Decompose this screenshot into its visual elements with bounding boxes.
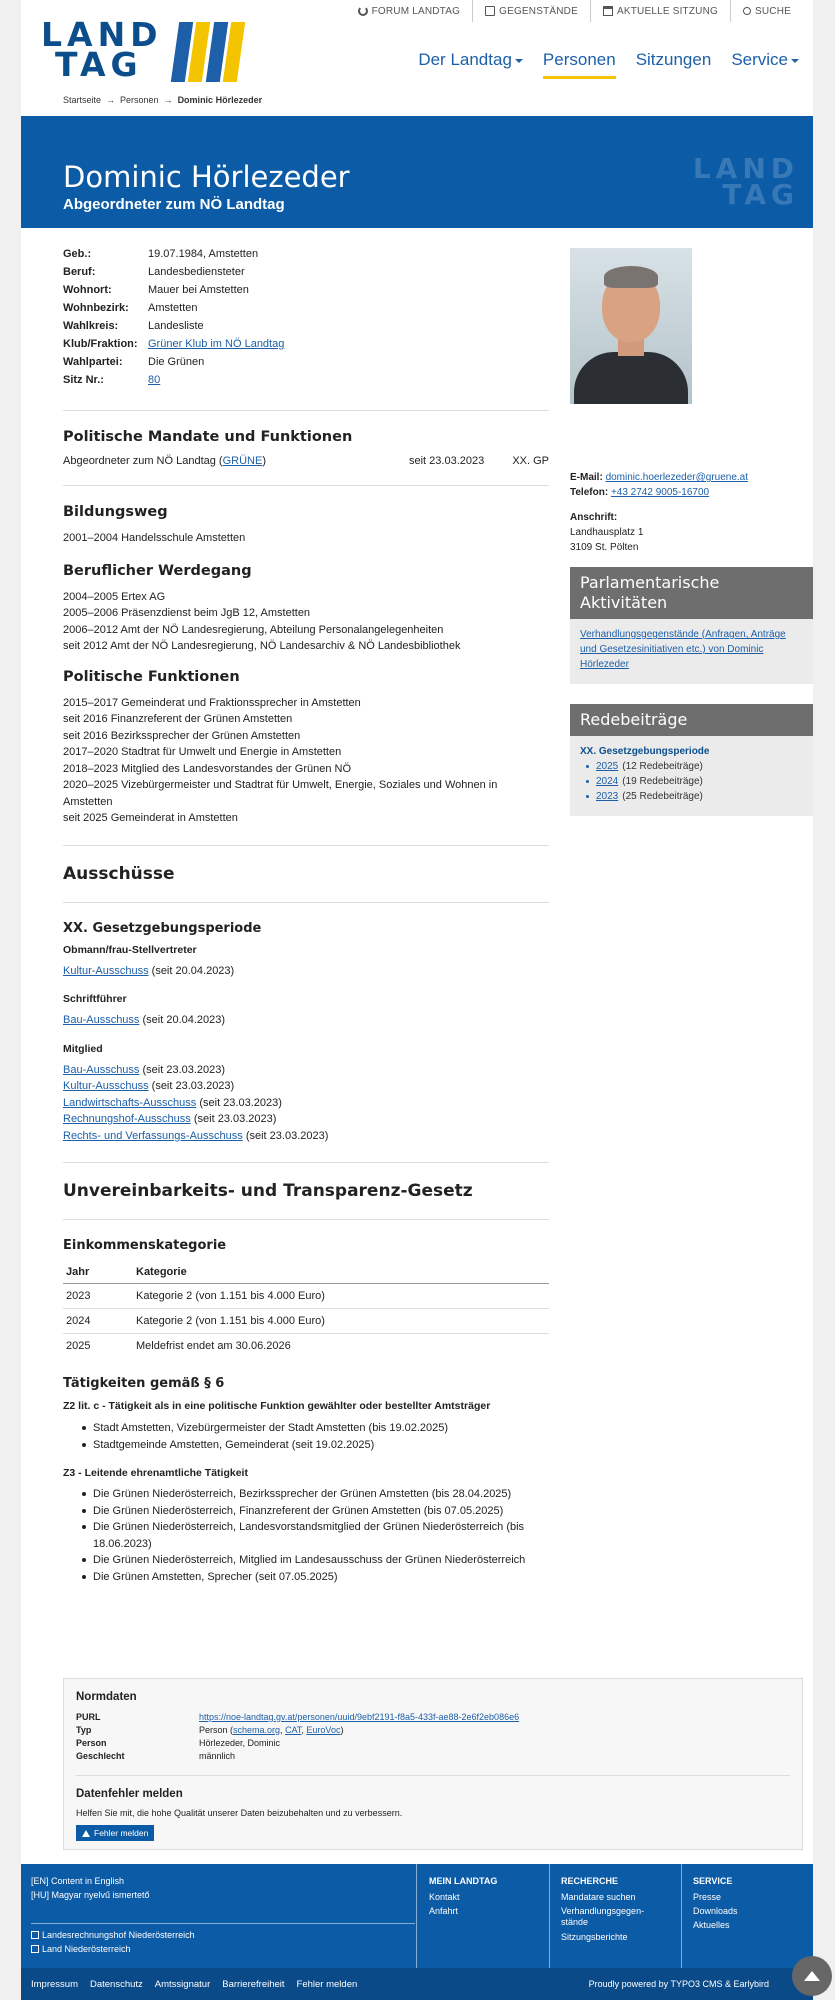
breadcrumb: [63, 95, 262, 105]
fact-key: Wohnbezirk:: [63, 302, 129, 314]
datenfehler-heading: Datenfehler melden: [76, 1788, 183, 1800]
document-icon: [485, 6, 495, 16]
search-icon: [743, 7, 751, 15]
committee-since: (seit 20.04.2023): [151, 964, 235, 977]
footer-link[interactable]: Verhandlungsgegen-stände: [561, 1906, 645, 1927]
chevron-down-icon: [791, 59, 799, 63]
divider: [681, 1864, 682, 1968]
norm-key: Geschlecht: [76, 1751, 125, 1761]
fact-value: Amstetten: [148, 302, 198, 314]
ek-heading: Einkommenskategorie: [63, 1238, 227, 1253]
verhandlungsgegenstaende-link[interactable]: Verhandlungsgegenstände (Anfragen, Anträge und Gesetzesinitiativen etc.) von Dominic Hörlezeder: [580, 629, 786, 670]
speech-count: (25 Redebeiträge): [622, 791, 703, 802]
footer-link[interactable]: Anfahrt: [429, 1906, 459, 1916]
bottom-bar: [21, 1968, 813, 2000]
panel-body: [570, 619, 813, 684]
committee-link[interactable]: Landwirtschafts-Ausschuss: [63, 1096, 197, 1109]
phone-link[interactable]: +43 2742 9005-16700: [610, 487, 710, 498]
email-row: [570, 470, 813, 485]
klub-link[interactable]: Grüner Klub im NÖ Landtag: [148, 338, 285, 350]
fact-key: Geb.:: [63, 248, 92, 260]
fact-value: 19.07.1984, Amstetten: [148, 248, 259, 260]
list-item: [63, 1078, 549, 1095]
mandate-row: [63, 455, 549, 467]
personal-facts: [63, 248, 549, 386]
list-item: Stadtgemeinde Amstetten, Gemeinderat (seit 19.02.2025): [63, 1437, 549, 1454]
email-label: E-Mail:: [570, 472, 603, 483]
list-item: [586, 789, 803, 804]
speech-count: (19 Redebeiträge): [622, 776, 703, 787]
breadcrumb-current: Dominic Hörlezeder: [177, 95, 263, 105]
calendar-icon: [603, 6, 613, 16]
footer: [21, 1864, 813, 1968]
arrow-up-icon: [804, 1971, 820, 1981]
period-heading: XX. Gesetzgebungsperiode: [63, 920, 262, 936]
topnav-gegenstaende[interactable]: [472, 0, 590, 22]
breadcrumb-startseite[interactable]: Startseite: [63, 95, 102, 105]
z2-list: [63, 1420, 549, 1453]
divider: [549, 1864, 550, 1968]
speech-count: (12 Redebeiträge): [622, 761, 703, 772]
nav-sitzungen[interactable]: [636, 50, 712, 79]
list-item: Die Grünen Niederösterreich, Finanzreferent der Grünen Amstetten (bis 07.05.2025): [63, 1503, 549, 1520]
list-item: [63, 1012, 549, 1029]
landesrechnungshof-link[interactable]: [31, 1928, 195, 1942]
committee-link[interactable]: Bau-Ausschuss: [63, 1014, 140, 1026]
land-noe-link[interactable]: [31, 1942, 195, 1956]
fact-key: Sitz Nr.:: [63, 374, 104, 386]
list-item: [63, 1128, 549, 1145]
footer-link[interactable]: Downloads: [693, 1906, 738, 1916]
nav-label: Sitzungen: [635, 50, 712, 69]
committee-since: (seit 20.04.2023): [142, 1014, 226, 1026]
speech-year-link[interactable]: 2025: [596, 761, 619, 772]
committee-since: (seit 23.03.2023): [142, 1063, 226, 1076]
nav-label: Personen: [542, 50, 616, 69]
schema-link[interactable]: schema.org: [233, 1725, 281, 1735]
breadcrumb-personen[interactable]: Personen: [120, 95, 159, 105]
page-subtitle: Abgeordneter zum NÖ Landtag: [63, 196, 285, 213]
beruf-heading: Beruflicher Werdegang: [63, 562, 252, 579]
mandate-gp: XX. GP: [512, 455, 549, 467]
list-item: 2004–2005 Ertex AG: [63, 590, 166, 603]
table-row: [63, 1309, 549, 1334]
polfunk-list: [63, 695, 549, 827]
main-content: [63, 248, 549, 1599]
phone-label: Telefon:: [570, 487, 609, 498]
list-item: [63, 1062, 549, 1079]
fact-value: Die Grünen: [148, 356, 205, 368]
list-item: Die Grünen Niederösterreich, Bezirkssprecher der Grünen Amstetten (bis 28.04.2025): [63, 1486, 549, 1503]
page-title: Dominic Hörlezeder: [63, 160, 350, 194]
list-item: Die Grünen Niederösterreich, Mitglied im Landesausschuss der Grünen Niederösterreich: [63, 1552, 549, 1569]
topnav-forum-landtag[interactable]: [346, 0, 473, 22]
norm-value: Hörlezeder, Dominic: [199, 1738, 281, 1748]
normdaten-box: [63, 1678, 803, 1850]
list-item: [586, 759, 803, 774]
taetigkeiten-heading: Tätigkeiten gemäß § 6: [63, 1376, 225, 1391]
committee-link[interactable]: Bau-Ausschuss: [63, 1063, 140, 1076]
cell-category: Kategorie 2 (von 1.151 bis 4.000 Euro): [133, 1309, 549, 1334]
footer-link[interactable]: Mandatare suchen: [561, 1892, 636, 1902]
fact-value: Landesbediensteter: [148, 266, 245, 278]
list-item: [586, 774, 803, 789]
address-line: Landhausplatz 1: [570, 527, 644, 538]
fact-key: Wohnort:: [63, 284, 112, 296]
list-item: [63, 1111, 549, 1128]
nav-der-landtag[interactable]: [418, 50, 523, 79]
fact-key: Klub/Fraktion:: [63, 338, 138, 350]
utility-nav: [346, 0, 803, 22]
barrierefreiheit-link[interactable]: Barrierefreiheit: [222, 1978, 285, 1990]
table-header-row: [63, 1261, 549, 1284]
address-line: 3109 St. Pölten: [570, 542, 639, 553]
z3-list: [63, 1486, 549, 1585]
amtssignatur-link[interactable]: Amtssignatur: [154, 1978, 211, 1990]
typ-sep: ,: [280, 1725, 286, 1735]
list-item: 2015–2017 Gemeinderat und Fraktionssprecher in Amstetten: [63, 696, 361, 709]
col-jahr: Jahr: [63, 1261, 133, 1284]
mandate-close: ): [262, 455, 266, 467]
committee-link[interactable]: Kultur-Ausschuss: [63, 1080, 149, 1092]
nav-service[interactable]: [731, 50, 799, 79]
cell-year: 2025: [66, 1340, 91, 1352]
party-link[interactable]: GRÜNE: [222, 455, 263, 467]
list-item: seit 2012 Amt der NÖ Landesregierung, NÖ Landesarchiv & NÖ Landesbibliothek: [63, 640, 461, 652]
role-heading: Schriftführer: [63, 993, 127, 1005]
bildung-list: [63, 530, 549, 547]
list-item: 2018–2023 Mitglied des Landesvorstandes der Grünen NÖ: [63, 762, 352, 775]
fact-key: Wahlpartei:: [63, 356, 123, 368]
unvereinbarkeit-heading: Unvereinbarkeits- und Transparenz-Gesetz: [63, 1181, 473, 1201]
topnav-label: AKTUELLE SITZUNG: [616, 5, 718, 17]
lang-en-link[interactable]: [EN] Content in English: [31, 1876, 125, 1886]
list-item: 2017–2020 Stadtrat für Umwelt und Energie in Amstetten: [63, 746, 342, 758]
topnav-aktuelle-sitzung[interactable]: [590, 0, 730, 22]
divider: [416, 1864, 417, 1968]
chevron-down-icon: [515, 59, 523, 63]
list-item: [63, 963, 549, 980]
panel-heading: Redebeiträge: [570, 704, 813, 736]
committee-list: [63, 963, 549, 980]
parl-activities-panel: [570, 567, 813, 684]
footer-link[interactable]: Presse: [693, 1892, 722, 1902]
portrait-photo: [570, 248, 692, 404]
phone-row: [570, 485, 813, 500]
impressum-link[interactable]: Impressum: [31, 1978, 78, 1990]
divider: [63, 410, 549, 411]
typ-text: ): [340, 1725, 344, 1735]
list-item: 2005–2006 Präsenzdienst beim JgB 12, Amstetten: [63, 607, 311, 619]
list-item: [63, 1095, 549, 1112]
norm-typ: [199, 1724, 790, 1737]
topnav-suche[interactable]: [730, 0, 803, 22]
ausschuesse-heading: Ausschüsse: [63, 863, 175, 884]
table-row: [63, 1284, 549, 1309]
committee-since: (seit 23.03.2023): [199, 1096, 282, 1109]
lang-hu-link[interactable]: [HU] Magyar nyelvű ismertető: [31, 1890, 150, 1900]
fact-value: Landesliste: [148, 320, 204, 332]
forum-icon: [358, 6, 368, 16]
norm-key: Person: [76, 1738, 107, 1748]
footer-link[interactable]: Aktuelles: [693, 1920, 730, 1930]
fehler-melden-link[interactable]: Fehler melden: [296, 1978, 358, 1990]
page-container: [21, 0, 813, 1864]
committee-list: [63, 1062, 549, 1145]
arrow-right-icon: →: [163, 95, 173, 105]
sitz-link[interactable]: 80: [148, 374, 161, 386]
list-item: Stadt Amstetten, Vizebürgermeister der Stadt Amstetten (bis 19.02.2025): [63, 1420, 549, 1437]
role-heading: Mitglied: [63, 1042, 103, 1055]
typ-sep: ,: [301, 1725, 307, 1735]
topnav-label: SUCHE: [754, 5, 791, 17]
topnav-label: GEGENSTÄNDE: [499, 5, 578, 17]
eurovoc-link[interactable]: EuroVoc: [306, 1725, 341, 1735]
fact-value: Mauer bei Amstetten: [148, 284, 249, 296]
cell-year: 2024: [63, 1309, 133, 1334]
nav-label: Service: [731, 50, 788, 69]
scroll-to-top-button[interactable]: [792, 1956, 832, 1996]
link-label: Land Niederösterreich: [42, 1944, 131, 1954]
z2-heading: Z2 lit. c - Tätigkeit als in eine politische Funktion gewählter oder bestellter Amtsträger: [63, 1400, 491, 1412]
report-error-button[interactable]: [76, 1825, 154, 1841]
committee-since: (seit 23.03.2023): [245, 1129, 329, 1142]
typ-text: Person (: [199, 1725, 234, 1735]
list-item: seit 2025 Gemeinderat in Amstetten: [63, 812, 238, 824]
role-heading: Obmann/frau-Stellvertreter: [63, 943, 197, 956]
divider: [63, 485, 549, 486]
committee-since: (seit 23.03.2023): [193, 1113, 277, 1125]
committee-link[interactable]: Rechts- und Verfassungs-Ausschuss: [63, 1129, 243, 1142]
warning-icon: [82, 1830, 90, 1837]
fact-key: Wahlkreis:: [63, 320, 119, 332]
committee-list: [63, 1012, 549, 1029]
period-label: XX. Gesetzgebungsperiode: [580, 746, 710, 757]
nav-personen[interactable]: [543, 50, 616, 79]
divider: [31, 1923, 415, 1924]
committee-since: (seit 23.03.2023): [151, 1080, 235, 1092]
link-label: Landesrechnungshof Niederösterreich: [42, 1930, 195, 1940]
divider: [76, 1775, 790, 1776]
speech-year-list: [580, 759, 803, 804]
speech-year-link[interactable]: 2024: [596, 776, 619, 787]
divider: [63, 1219, 549, 1220]
list-item: Die Grünen Niederösterreich, Landesvorstandsmitglied der Grünen Niederösterreich (bis 18.06.2023): [63, 1519, 549, 1552]
arrow-right-icon: →: [106, 95, 116, 105]
datenschutz-link[interactable]: Datenschutz: [89, 1978, 143, 1990]
divider: [63, 845, 549, 846]
footer-lang-col: [31, 1874, 150, 1902]
email-link[interactable]: dominic.hoerlezeder@gruene.at: [605, 472, 749, 483]
z3-heading: Z3 - Leitende ehrenamtliche Tätigkeit: [63, 1467, 248, 1479]
cell-category: Meldefrist endet am 30.06.2026: [136, 1340, 291, 1352]
speech-year-link[interactable]: 2023: [596, 791, 619, 802]
list-item: 2001–2004 Handelsschule Amstetten: [63, 532, 246, 544]
powered-by: Proudly powered by TYPO3 CMS & Earlybird: [588, 1979, 769, 1989]
divider: [63, 1162, 549, 1163]
list-item: seit 2016 Finanzreferent der Grünen Amstetten: [63, 713, 293, 725]
list-item: seit 2016 Bezirkssprecher der Grünen Amstetten: [63, 729, 301, 742]
footer-mein-landtag: [429, 1874, 497, 1918]
address-row: [570, 510, 813, 525]
list-item: 2020–2025 Vizebürgermeister und Stadtrat für Umwelt, Energie, Soziales und Wohnen in Amstetten: [63, 779, 498, 808]
hero-banner: [21, 116, 813, 228]
table-row: [63, 1334, 549, 1359]
footer-link[interactable]: Sitzungsberichte: [561, 1932, 628, 1942]
purl-link[interactable]: https://noe-landtag.gv.at/personen/uuid/9ebf2191-f8a5-433f-ae88-2e6f2eb086e6: [199, 1712, 520, 1722]
button-label: Fehler melden: [94, 1828, 149, 1838]
logo-badge-icon: [175, 22, 241, 82]
normdaten-heading: Normdaten: [76, 1691, 137, 1703]
logo-line1: LAND: [41, 15, 163, 54]
list-item: 2006–2012 Amt der NÖ Landesregierung, Abteilung Personalangelegenheiten: [63, 623, 444, 636]
mandate-since: seit 23.03.2023: [409, 455, 485, 467]
mandates-heading: Politische Mandate und Funktionen: [63, 429, 353, 445]
norm-key: Typ: [76, 1725, 92, 1735]
watermark-line2: TAG: [722, 178, 799, 211]
col-kategorie: Kategorie: [133, 1261, 549, 1284]
footer-recherche: [561, 1874, 671, 1944]
mandate-text: [63, 455, 409, 467]
cell-year: 2023: [63, 1284, 133, 1309]
committee-link[interactable]: Kultur-Ausschuss: [63, 964, 149, 977]
contact-info: [570, 470, 813, 555]
committee-link[interactable]: Rechnungshof-Ausschuss: [63, 1113, 191, 1125]
footer-link[interactable]: Kontakt: [429, 1892, 460, 1902]
bildung-heading: Bildungsweg: [63, 504, 168, 520]
norm-key: PURL: [76, 1712, 101, 1722]
watermark-logo: [692, 152, 799, 211]
normdaten-grid: [76, 1711, 790, 1763]
cat-link[interactable]: CAT: [285, 1725, 302, 1735]
address-label: Anschrift:: [570, 512, 618, 523]
footer-service: [693, 1874, 738, 1932]
fact-key: Beruf:: [63, 266, 96, 278]
redebeitraege-panel: [570, 704, 813, 816]
nav-label: Der Landtag: [418, 50, 512, 69]
sidebar: [570, 248, 813, 816]
external-link-icon: [31, 1945, 39, 1953]
footer-col-title: RECHERCHE: [561, 1876, 619, 1886]
polfunk-heading: Politische Funktionen: [63, 668, 240, 685]
datenfehler-text: Helfen Sie mit, die hohe Qualität unserer Daten beizubehalten und zu verbessern.: [76, 1808, 403, 1818]
mandate-label: Abgeordneter zum NÖ Landtag (: [63, 455, 223, 467]
norm-value: männlich: [199, 1751, 236, 1761]
footer-col-title: SERVICE: [693, 1876, 733, 1886]
cell-category: Kategorie 2 (von 1.151 bis 4.000 Euro): [133, 1284, 549, 1309]
landtag-logo[interactable]: [41, 15, 261, 90]
footer-col-title: MEIN LANDTAG: [429, 1876, 498, 1886]
panel-heading: Parlamentarische Aktivitäten: [570, 567, 813, 619]
footer-ext-col: [31, 1928, 195, 1956]
logo-line2: TAG: [55, 45, 143, 84]
list-item: Die Grünen Amstetten, Sprecher (seit 07.05.2025): [63, 1569, 549, 1586]
main-nav: [398, 50, 799, 79]
divider: [63, 902, 549, 903]
beruf-list: [63, 589, 549, 655]
watermark-line1: LAND: [692, 152, 799, 185]
panel-body: [570, 736, 813, 816]
external-link-icon: [31, 1931, 39, 1939]
income-table: [63, 1261, 549, 1358]
topnav-label: FORUM LANDTAG: [371, 5, 461, 17]
